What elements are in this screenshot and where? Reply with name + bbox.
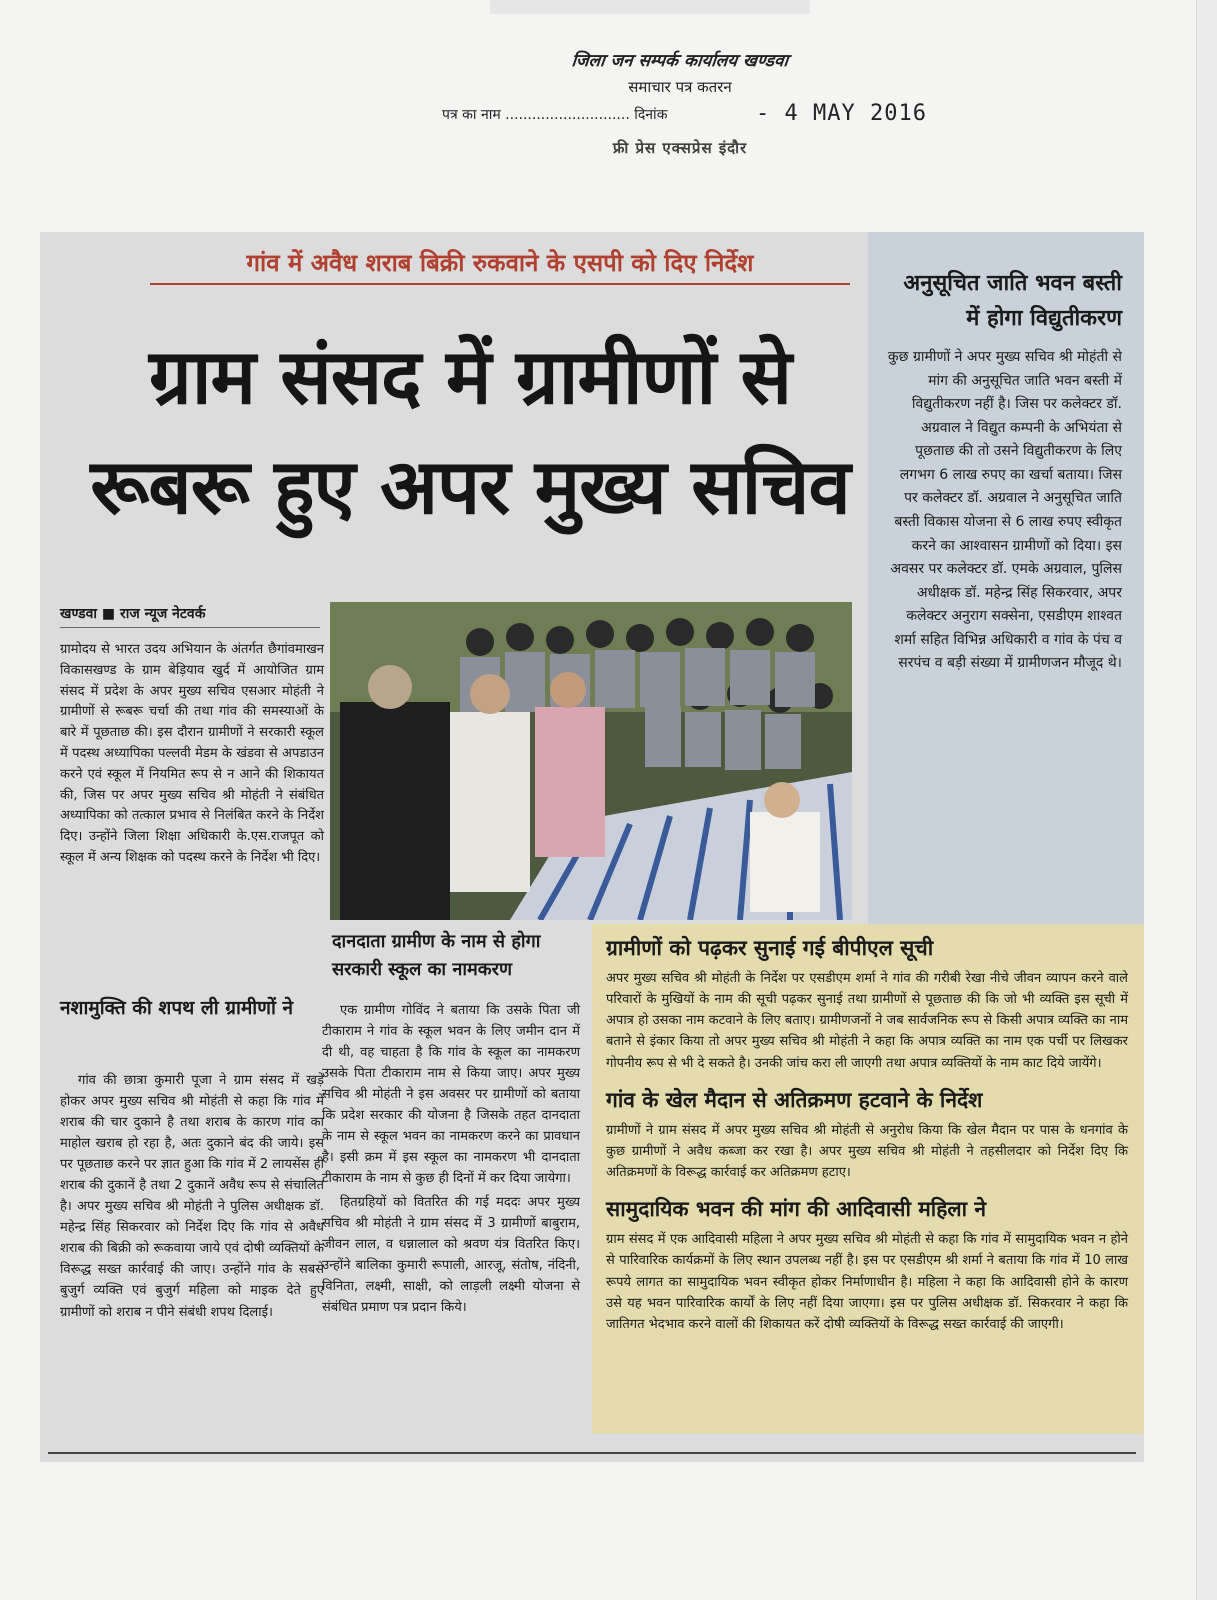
headline-line-1: ग्राम संसद में ग्रामीणों से bbox=[148, 332, 792, 421]
yellow-body-bpl: अपर मुख्य सचिव श्री मोहंती के निर्देश पर एसडीएम शर्मा ने गांव की गरीबी रेखा नीचे जीवन व्यापन करने वाले परिवारों के मुखियों के नाम की सूची पढ़कर सुनाई तथा ग्रामीणों से पूछताछ की कि जो भी व्यक्ति इस सूची में अपात्र हो उसका नाम कटवाने के लिए बताए। ग्रामीणजनों ने जब सार्वजनिक रूप से किसी अपात्र व्यक्ति का नाम बताने से इंकार किया तो अपर मुख्य सचिव श्री मोहंती ने कहा कि अपात्र व्यक्ति का नाम एक पर्ची पर लिखकर गोपनीय रूप से भी दे सकते है। उनकी जांच करा ली जाएगी तथा अपात्र व्यक्तियों के नाम काट दिये जायेंगे। bbox=[606, 971, 1128, 1071]
yellow-body-community-hall: ग्राम संसद में एक आदिवासी महिला ने अपर मुख्य सचिव श्री मोहंती से कहा कि गांव में सामुदायिक भवन न होने से पारिवारिक कार्यक्रमों के लिए स्थान उपलब्ध नहीं है। इस पर एसडीएम श्री शर्मा ने बताया कि गांव में 10 लाख रूपये लागत का सामुदायिक भवन स्वीकृत होकर निर्माणाधीन है। महिला ने कहा कि आदिवासी होने के कारण उसे यह भवन पारिवारिक कार्यों के लिए नहीं दिया जाएगा। इस पर पुलिस अधीक्षक डॉ. सिकरवार ने कहा कि जातिगत भेदभाव करने वालों की शिकायत करें दोषी व्यक्तियों के विरूद्ध सख्त कार्रवाई की जाएगी। bbox=[606, 1232, 1128, 1332]
body-beneficiaries: हितग्रहियों को वितरित की गई मददः अपर मुख्य सचिव श्री मोहंती ने ग्राम संसद में 3 ग्रामीणों बाबुराम, जीवन लाल, व धन्नालाल को श्रवण यंत्र वितरित किए। उन्होंने बालिका कुमारी रूपाली, आरजू, संतोष, नंदिनी, विनिता, लक्ष्मी, साक्षी, को लाड़ली लक्ष्मी योजना से संबंधित प्रमाण पत्र प्रदान किये। bbox=[322, 1195, 580, 1316]
scanner-top-strip bbox=[490, 0, 810, 14]
byline: खण्डवा ■ राज न्यूज नेटवर्क bbox=[60, 604, 320, 628]
stamp-paper-label: पत्र का नाम ............................ दिनांक bbox=[442, 107, 668, 123]
photo-illustration bbox=[330, 602, 852, 920]
yellow-heading-encroachment: गांव के खेल मैदान से अतिक्रमण हटवाने के निर्देश bbox=[606, 1087, 983, 1112]
sidebar-box bbox=[868, 232, 1144, 932]
page-right-edge bbox=[1196, 0, 1217, 1600]
lead-paragraph: ग्रामोदय से भारत उदय अभियान के अंतर्गत छैगांवमाखन विकासखण्ड के ग्राम बेड़ियाव खुर्द में आयोजित ग्राम संसद में प्रदेश के अपर मुख्य सचिव एसआर मोहंती ने ग्रामीणों से रूबरू चर्चा की तथा गांव की समस्याओं के बारे में पूछताछ की। इस दौरान ग्रामीणों ने सरकारी स्कूल में पदस्थ अध्यापिका पल्लवी मेडम के खंडवा से अपडाउन करने एवं स्कूल में नियमित रूप से न आने की शिकायत की, जिस पर अपर मुख्य सचिव श्री मोहंती ने संबंधित अध्यापिका को तत्काल प्रभाव से निलंबित करने के निर्देश दिए। उन्होंने जिला शिक्षा अधिकारी के.एस.राजपूत को स्कूल में अन्य शिक्षक को पदस्थ करने के निर्देश भी दिए। bbox=[60, 642, 324, 865]
body-school-naming: एक ग्रामीण गोविंद ने बताया कि उसके पिता जी टीकाराम ने गांव के स्कूल भवन के लिए जमीन दान में दी थी, वह चाहता है कि गांव के स्कूल का नामकरण उसके पिता टीकाराम नाम से किया जाए। अपर मुख्य सचिव श्री मोहंती ने इस अवसर पर ग्रामीणों को बताया कि प्रदेश सरकार की योजना है जिसके तहत दानदाता के नाम से स्कूल भवन का नामकरण करने का प्रावधान है। इसी क्रम में इस स्कूल का नामकरण भी दानदाता टीकाराम के नाम से कुछ ही दिनों में कर दिया जायेगा। bbox=[322, 1003, 580, 1187]
news-photo bbox=[330, 602, 852, 920]
stamp-paper-name: फ्री प्रेस एक्सप्रेस इंदौर bbox=[612, 139, 748, 157]
subhead-school-naming: दानदाता ग्रामीण के नाम से होगा सरकारी स्कूल का नामकरण bbox=[332, 931, 541, 980]
yellow-heading-bpl: ग्रामीणों को पढ़कर सुनाई गई बीपीएल सूची bbox=[606, 936, 934, 960]
yellow-box bbox=[592, 924, 1144, 1434]
subhead-oath: नशामुक्ति की शपथ ली ग्रामीणों ने bbox=[60, 997, 294, 1019]
headline-line-2: रूबरू हुए अपर मुख्य सचिव bbox=[90, 442, 850, 532]
stamp-office: जिला जन सम्पर्क कार्यालय खण्डवा bbox=[570, 51, 790, 71]
stamp-date: - 4 MAY 2016 bbox=[756, 101, 927, 126]
stamp-paper-line bbox=[420, 101, 940, 126]
sidebar-heading: अनुसूचित जाति भवन बस्ती में होगा विद्युतीकरण bbox=[903, 271, 1122, 332]
clipping-bottom-rule bbox=[48, 1452, 1136, 1454]
article-headline bbox=[60, 322, 880, 542]
office-stamp bbox=[420, 48, 940, 158]
yellow-heading-community-hall: सामुदायिक भवन की मांग की आदिवासी महिला ने bbox=[606, 1197, 987, 1222]
stamp-subtitle: समाचार पत्र कतरन bbox=[628, 78, 732, 96]
yellow-body-encroachment: ग्रामीणों ने ग्राम संसद में अपर मुख्य सचिव श्री मोहंती से अनुरोध किया कि खेल मैदान पर पास के धनगांव के कुछ ग्रामीणों ने अवैध कब्जा कर रखा है। अपर मुख्य सचिव श्री मोहंती ने तहसीलदार को निर्देश दिए कि अतिक्रमणों के विरूद्ध कार्रवाई कर अतिक्रमण हटाए। bbox=[606, 1122, 1128, 1181]
sidebar-body: कुछ ग्रामीणों ने अपर मुख्य सचिव श्री मोहंती से मांग की अनुसूचित जाति भवन बस्ती में विद्युतीकरण नहीं है। जिस पर कलेक्टर डॉ. अग्रवाल ने विद्युत कम्पनी के अभियंता से पूछताछ की तो उसने विद्युतीकरण के लिए लगभग 6 लाख रुपए का खर्चा बताया। जिस पर कलेक्टर डॉ. अग्रवाल ने अनुसूचित जाति बस्ती विकास योजना से 6 लाख रुपए स्वीकृत करने का आश्वासन ग्रामीणों को दिया। इस अवसर पर कलेक्टर डॉ. एमके अग्रवाल, पुलिस अधीक्षक डॉ. महेन्द्र सिंह सिकरवार, अपर कलेक्टर अनुराग सक्सेना, एसडीएम शाश्वत शर्मा सहित विभिन्न अधिकारी व गांव के पंच व सरपंच व बड़ी संख्या में ग्रामीणजन मौजूद थे। bbox=[887, 349, 1122, 672]
body-oath: गांव की छात्रा कुमारी पूजा ने ग्राम संसद में खड़े होकर अपर मुख्य सचिव श्री मोहंती से कहा कि गांव में शराब की चार दुकाने है तथा शराब के कारण गांव का माहोल खराब हो रहा है, अतः दुकाने बंद की जाये। इस पर पूछताछ करने पर ज्ञात हुआ कि गांव में 2 लायसेंस ही शराब की दुकानें है तथा 2 दुकानें अवैध रूप से संचालित है। अपर मुख्य सचिव श्री मोहंती ने पुलिस अधीक्षक डॉ. महेन्द्र सिंह सिकरवार को निर्देश दिए कि गांव से अवैध शराब की बिक्री को रूकवाया जाये एवं दोषी व्यक्तियों के विरूद्ध सख्त कार्रवाई की जाए। उन्होंने गांव के सबसे बुजुर्ग व्यक्ति एवं बुजुर्ग महिला को माइक देते हुए ग्रामीणों को शराब न पीने संबंधी शपथ दिलाई। bbox=[60, 1073, 324, 1320]
news-clipping bbox=[40, 232, 1144, 1462]
article-kicker: गांव में अवैध शराब बिक्री रुकवाने के एसपी को दिए निर्देश bbox=[150, 246, 850, 285]
